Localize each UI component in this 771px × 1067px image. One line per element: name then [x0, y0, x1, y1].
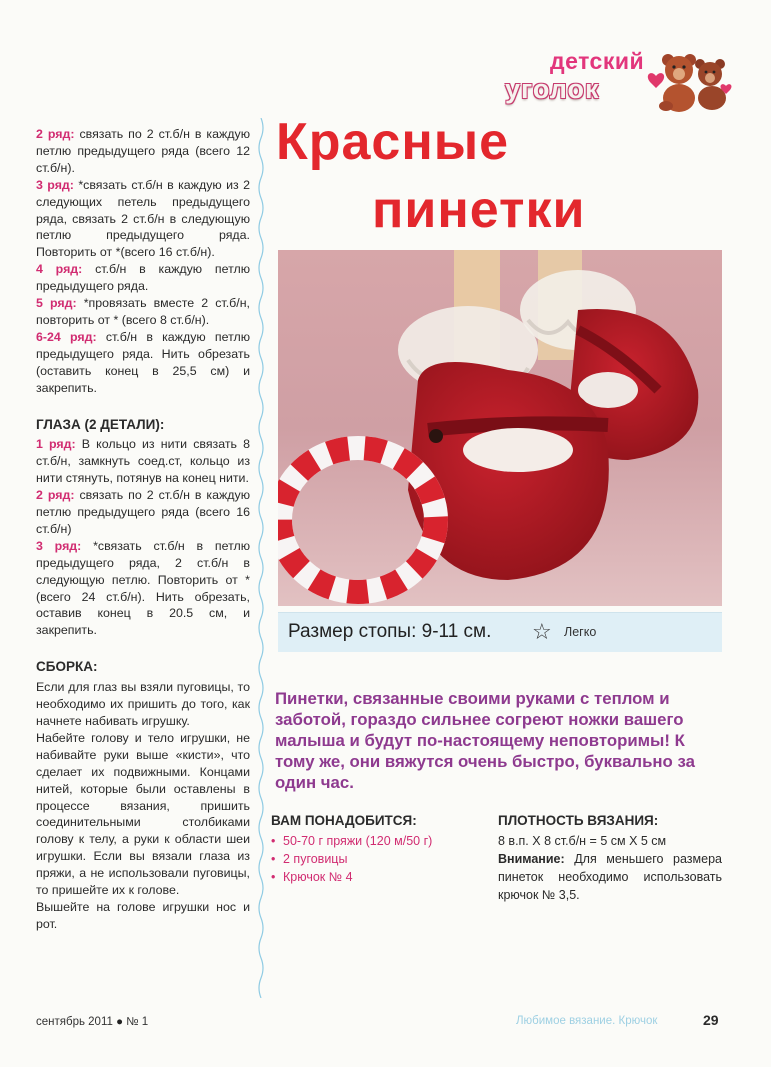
row-text: связать по 2 ст.б/н в каждую петлю предыдущего ряда (всего 16 ст.б/н) [36, 488, 250, 536]
row-label: 5 ряд: [36, 296, 77, 311]
row-text: *связать ст.б/н в каждую из 2 следующих петель предыдущего ряда, связать 2 ст.б/н в следующую петлю предыдущего ряда. Повторить от *(всего 16 ст.б/н). [36, 177, 250, 260]
materials-item: • 50-70 г пряжи (120 м/50 г) [271, 832, 481, 850]
density-note [498, 850, 722, 904]
row-4-para [36, 261, 250, 295]
issue-date: сентябрь 2011 [36, 1016, 113, 1028]
density-heading: ПЛОТНОСТЬ ВЯЗАНИЯ: [498, 813, 659, 828]
wavy-divider [256, 118, 266, 998]
row-text: связать по 2 ст.б/н в каждую петлю предыдущего ряда (всего 12 ст.б/н). [36, 127, 250, 175]
row-3-para [36, 177, 250, 262]
row-text: ст.б/н в каждую петлю предыдущего ряда. [36, 262, 250, 294]
booties-photo [278, 250, 722, 606]
assembly-heading: СБОРКА: [36, 659, 98, 675]
left-column [36, 126, 250, 933]
assembly-para: Набейте голову и тело игрушки, не набивайте руки выше «кисти», что сделает их подвижными. Концами нитей, которые были оставлены в процессе вязания, пришить соединительными столбиками голову к телу, а руки к области шеи игрушки. Если вы вязали глаза из пряжи, а не использовали пуговицы, то пришейте их к голове. [36, 730, 250, 898]
row-label: 6-24 ряд: [36, 329, 97, 344]
foot-size-text: Размер стопы: 9-11 см. [288, 621, 492, 642]
row-label: 2 ряд: [36, 127, 75, 141]
page-title-line1: Красные [276, 113, 510, 171]
row-6-24-para [36, 329, 250, 397]
row-text: ст.б/н в каждую петлю предыдущего ряда. Нить обрезать (оставить конец в 25,5 см) и закрепить. [36, 329, 250, 395]
difficulty-label: Легко [564, 625, 597, 639]
row-text: *провязать вместе 2 ст.б/н, повторить от * (всего 8 ст.б/н). [36, 296, 250, 327]
density-block [498, 812, 722, 904]
size-bar [278, 612, 722, 652]
row-2-para [36, 126, 250, 177]
eyes-row-3-para [36, 538, 250, 639]
issue-number: № 1 [126, 1016, 149, 1028]
eyes-row-1-para [36, 436, 250, 487]
eyes-row-2-para [36, 487, 250, 538]
corner-word-top: детский [550, 48, 645, 74]
page-title-line2: пинетки [372, 181, 586, 239]
bullet-icon: ● [116, 1016, 124, 1028]
magazine-name: Любимое вязание. Крючок [516, 1015, 658, 1027]
note-text: Для меньшего размера пинеток необходимо использовать крючок № 3,5. [498, 852, 722, 902]
materials-item: • Крючок № 4 [271, 868, 481, 886]
materials-block [271, 812, 481, 886]
materials-heading: ВАМ ПОНАДОБИТСЯ: [271, 813, 417, 828]
difficulty-star-icon: ☆ [532, 619, 552, 644]
row-label: 1 ряд: [36, 437, 76, 452]
row-label: 3 ряд: [36, 177, 74, 192]
materials-item: • 2 пуговицы [271, 850, 481, 868]
section-corner-logo [500, 46, 740, 118]
page-number: 29 [703, 1012, 719, 1028]
corner-word-bottom: уголок [505, 74, 600, 104]
row-text: *связать ст.б/н в петлю предыдущего ряда, 2 ст.б/н в следующую петлю. Повторить от * (всего 24 ст.б/н). Нить обрезать, оставив конец в 20.5 см, и закрепить. [36, 538, 250, 638]
issue-info [36, 1016, 148, 1028]
materials-list [271, 832, 481, 886]
teddy-bears-icon [638, 46, 738, 112]
row-text: В кольцо из нити связать 8 ст.б/н, замкнуть соед.ст, кольцо из нити стянуть, потянув на конец нити. [36, 437, 251, 486]
row-label: 4 ряд: [36, 262, 83, 277]
note-label: Внимание: [498, 852, 565, 866]
assembly-para: Вышейте на голове игрушки нос и рот. [36, 899, 250, 931]
row-label: 2 ряд: [36, 488, 75, 503]
row-5-para [36, 295, 250, 329]
eyes-heading: ГЛАЗА (2 ДЕТАЛИ): [36, 416, 165, 432]
row-label: 3 ряд: [36, 538, 82, 553]
intro-text: Пинетки, связанные своими руками с теплом и заботой, гораздо сильнее согреют ножки вашего малыша и будут по-настоящему неповторимы! К тому же, они вяжутся очень быстро, буквально за один час. [275, 689, 695, 792]
density-value: 8 в.п. X 8 ст.б/н = 5 см X 5 см [498, 834, 667, 848]
assembly-para: Если для глаз вы взяли пуговицы, то необходимо их пришить до того, как начнете набивать игрушку. [36, 680, 250, 728]
